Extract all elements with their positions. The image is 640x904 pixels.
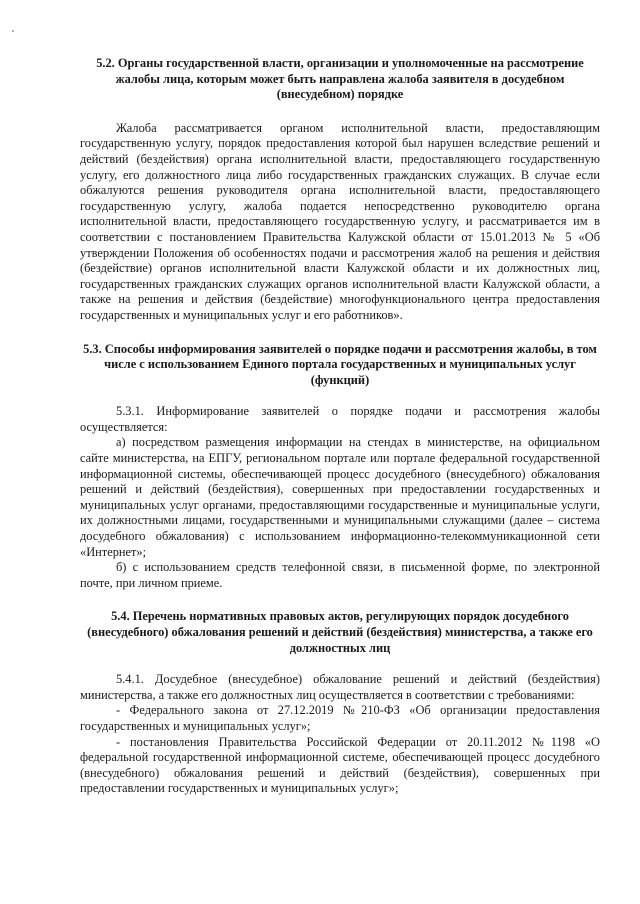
- section-5-3-heading: 5.3. Способы информирования заявителей о порядке подачи и рассмотрения жалобы, в том числе с использованием Единого портала государственных и муниципальных услуг (функций): [83, 341, 597, 387]
- document-page: [80, 56, 600, 797]
- section-5-3-1-item-a: а) посредством размещения информации на стендах в министерстве, на официальном сайте министерства, на ЕПГУ, региональном портале или портале федеральной государственной информационной системы, обеспечивающей процесс досудебного (внесудебного) обжалования решений и действий (бездействия), совершенных при предоставлении государственных и муниципальных услуг органами, предоставляющими государственные и муниципальные услуги, их должностными лицами, государственными и муниципальными служащими (далее – система досудебного обжалования) с использованием информационно-телекоммуникационной сети «Интернет»;: [80, 435, 600, 559]
- section-5-3-1-item-b: б) с использованием средств телефонной связи, в письменной форме, по электронной почте, при личном приеме.: [80, 560, 600, 590]
- scan-speck: [12, 30, 14, 32]
- section-5-4-1-intro: 5.4.1. Досудебное (внесудебное) обжалование решений и действий (бездействия) министерства, а также его должностных лиц осуществляется в соответствии с требованиями:: [80, 672, 600, 702]
- section-5-4-1-item-1: - Федерального закона от 27.12.2019 №210-ФЗ «Об организации предоставления государственных и муниципальных услуг»;: [80, 703, 600, 733]
- section-5-4-1-item-2: - постановления Правительства Российской Федерации от 20.11.2012 №1198 «О федеральной государственной информационной системе, обеспечивающей процесс досудебного (внесудебного) обжалования решений и действий (бездействия), совершенных при предоставлении государственных и муниципальных услуг»;: [80, 734, 600, 796]
- section-5-4-heading: 5.4. Перечень нормативных правовых актов, регулирующих порядок досудебного (внесудебного) обжалования решений и действий (бездействия) министерства, а также его должностных лиц: [87, 609, 593, 655]
- section-5-2-paragraph: Жалоба рассматривается органом исполнительной власти, предоставляющим государственную услугу, порядок предоставления которой был нарушен вследствие решений и действий (бездействия) органа исполнительной власти, предоставляющего государственную услугу, его должностного лица либо государственных гражданских служащих. В случае если обжалуются решения руководителя органа исполнительной власти, предоставляющего государственную услугу, жалоба подается непосредственно руководителю органа исполнительной власти, предоставляющего государственную услугу, и рассматривается им в соответствии с постановлением Правительства Калужской области от 15.01.2013 № 5 «Об утверждении Положения об особенностях подачи и рассмотрения жалоб на решения и действия (бездействие) органов исполнительной власти Калужской области и их должностных лиц, государственных гражданских служащих органов исполнительной власти Калужской области, а также на решения и действия (бездействие) многофункционального центра предоставления государственных и муниципальных услуг и его работников».: [80, 120, 600, 322]
- section-5-3-1-intro: 5.3.1. Информирование заявителей о порядке подачи и рассмотрения жалобы осуществляется:: [80, 404, 600, 434]
- section-5-2-heading: 5.2. Органы государственной власти, организации и уполномоченные на рассмотрение жалобы лица, которым может быть направлена жалоба заявителя в досудебном (внесудебном) порядке: [96, 56, 584, 102]
